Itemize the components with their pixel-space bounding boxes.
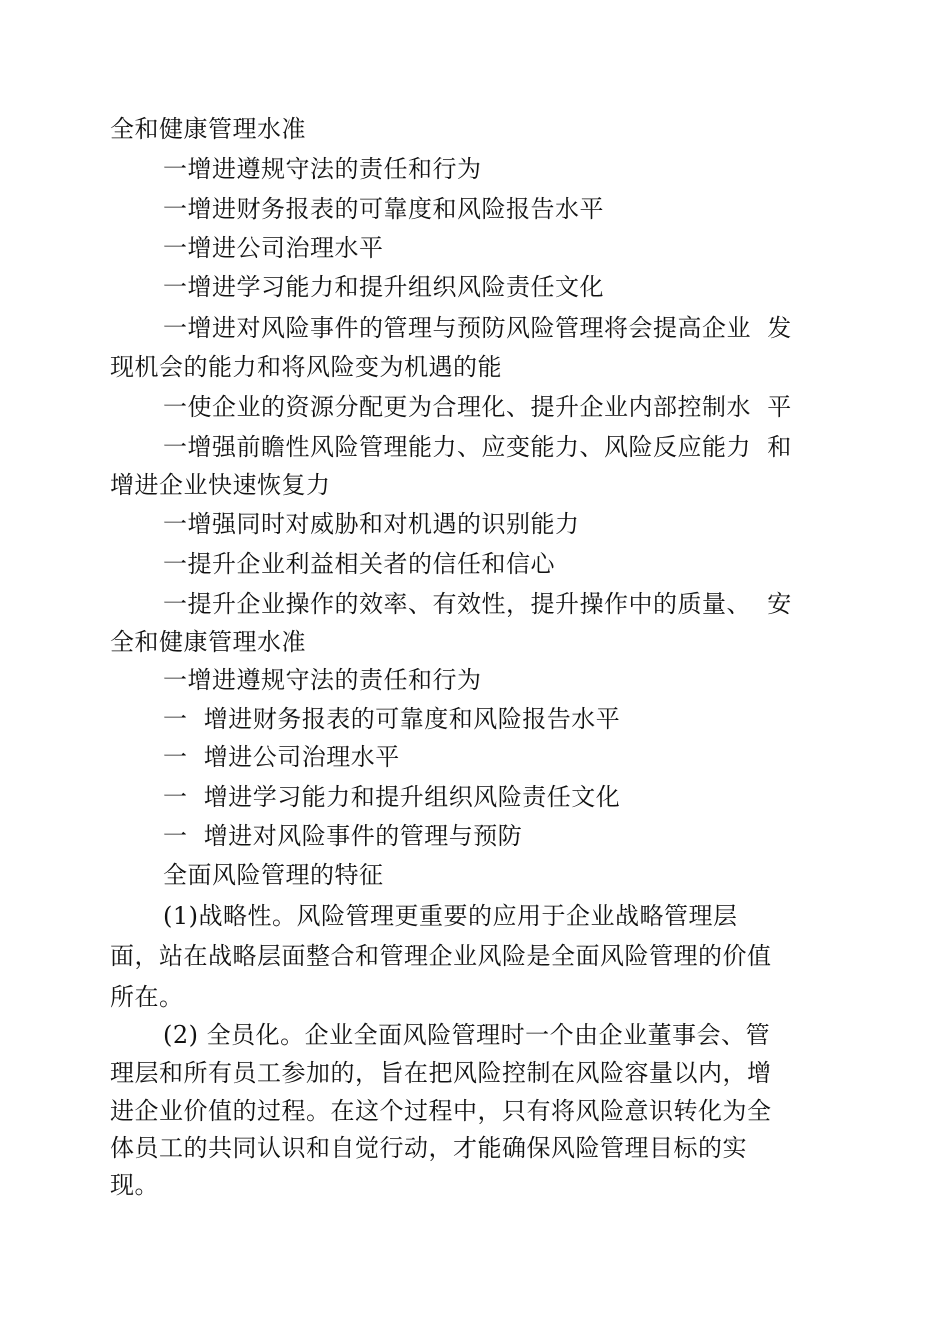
text-line: 一增进学习能力和提升组织风险责任文化 bbox=[163, 273, 604, 301]
text-line: 进企业价值的过程。在这个过程中，只有将风险意识转化为全 bbox=[110, 1097, 772, 1125]
text-line: 全和健康管理水准 bbox=[110, 115, 306, 143]
text-line: 理层和所有员工参加的，旨在把风险控制在风险容量以内，增 bbox=[110, 1059, 772, 1087]
text-line: 现。 bbox=[110, 1171, 159, 1199]
text-line: 一增强同时对威胁和对机遇的识别能力 bbox=[163, 510, 580, 538]
text-line: 一增进公司治理水平 bbox=[163, 234, 384, 262]
text-line: 一增进对风险事件的管理与预防风险管理将会提高企业 发 bbox=[163, 314, 792, 342]
text-line: 面，站在战略层面整合和管理企业风险是全面风险管理的价值 bbox=[110, 942, 772, 970]
text-line: 一增进遵规守法的责任和行为 bbox=[163, 155, 482, 183]
text-line: 一提升企业利益相关者的信任和信心 bbox=[163, 550, 555, 578]
text-line: 全和健康管理水准 bbox=[110, 628, 306, 656]
text-line: 一 增进对风险事件的管理与预防 bbox=[163, 822, 523, 850]
text-line: 所在。 bbox=[110, 983, 184, 1011]
text-line: 一 增进学习能力和提升组织风险责任文化 bbox=[163, 783, 621, 811]
text-line: (1)战略性。风险管理更重要的应用于企业战略管理层 bbox=[163, 902, 738, 930]
text-line: 一使企业的资源分配更为合理化、提升企业内部控制水 平 bbox=[163, 393, 792, 421]
section-heading: 全面风险管理的特征 bbox=[163, 861, 384, 889]
text-line: 一增进遵规守法的责任和行为 bbox=[163, 666, 482, 694]
text-line: 现机会的能力和将风险变为机遇的能 bbox=[110, 353, 502, 381]
text-line: 一增进财务报表的可靠度和风险报告水平 bbox=[163, 195, 604, 223]
text-line: 一提升企业操作的效率、有效性，提升操作中的质量、 安 bbox=[163, 590, 792, 618]
text-line: 体员工的共同认识和自觉行动，才能确保风险管理目标的实 bbox=[110, 1134, 747, 1162]
text-line: (2) 全员化。企业全面风险管理时一个由企业董事会、管 bbox=[163, 1021, 771, 1049]
text-line: 一 增进财务报表的可靠度和风险报告水平 bbox=[163, 705, 621, 733]
text-line: 一增强前瞻性风险管理能力、应变能力、风险反应能力 和 bbox=[163, 433, 792, 461]
text-line: 增进企业快速恢复力 bbox=[110, 471, 331, 499]
text-line: 一 增进公司治理水平 bbox=[163, 743, 400, 771]
